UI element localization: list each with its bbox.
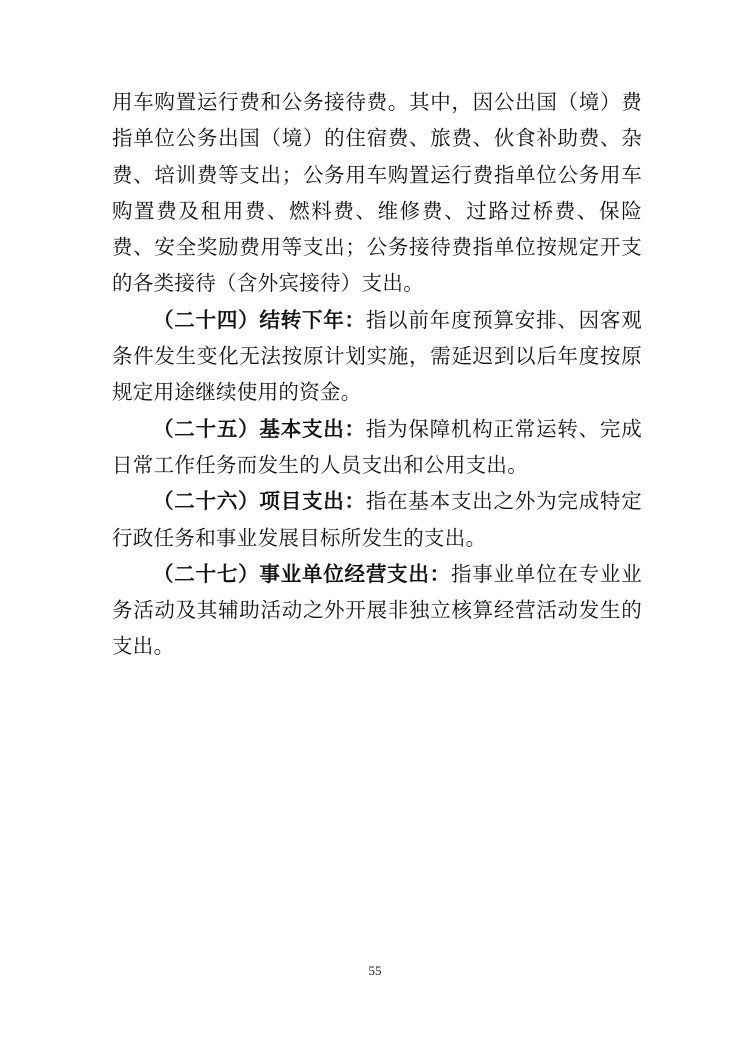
term-label: （二十六）项目支出： [153, 489, 366, 514]
paragraph-project-expenditure [112, 483, 642, 556]
paragraph-basic-expenditure [112, 411, 642, 484]
term-label: （二十七）事业单位经营支出： [153, 561, 451, 586]
paragraph-text: 指在基本支出之外为完成特定行政任务和事业发展目标所发生的支出。 [112, 489, 643, 550]
term-label: （二十五）基本支出： [153, 416, 366, 441]
paragraph-operating-expenditure [112, 556, 642, 665]
paragraph-official-expenses-continued [112, 84, 642, 302]
body-text [112, 84, 642, 665]
paragraph-text: 指为保障机构正常运转、完成日常工作任务而发生的人员支出和公用支出。 [112, 416, 643, 477]
page-number: 55 [368, 963, 382, 978]
paragraph-text: 指以前年度预算安排、因客观条件发生变化无法按原计划实施，需延迟到以后年度按原规定用途继续使用的资金。 [112, 307, 643, 405]
paragraph-text: 指事业单位在专业业务活动及其辅助活动之外开展非独立核算经营活动发生的支出。 [112, 561, 643, 659]
paragraph-carryover [112, 302, 642, 411]
paragraph-text: 用车购置运行费和公务接待费。其中，因公出国（境）费指单位公务出国（境）的住宿费、旅费、伙食补助费、杂费、培训费等支出；公务用车购置运行费指单位公务用车购置费及租用费、燃料费、维修费、过路过桥费、保险费、安全奖励费用等支出；公务接待费指单位按规定开支的各类接待（含外宾接待）支出。 [112, 90, 642, 296]
term-label: （二十四）结转下年： [153, 307, 366, 332]
